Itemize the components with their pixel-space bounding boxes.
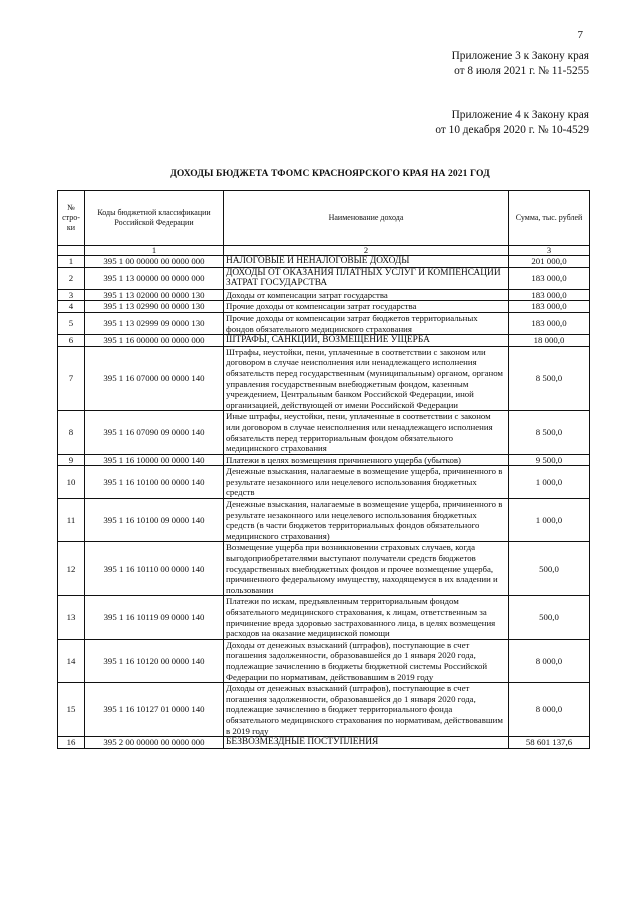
row-code: 395 1 13 02000 00 0000 130 bbox=[85, 289, 224, 301]
row-number: 2 bbox=[58, 267, 85, 289]
row-sum: 18 000,0 bbox=[509, 335, 590, 347]
row-code: 395 1 16 10100 00 0000 140 bbox=[85, 466, 224, 499]
row-code: 395 1 00 00000 00 0000 000 bbox=[85, 256, 224, 268]
row-number: 3 bbox=[58, 289, 85, 301]
row-name: Доходы от денежных взысканий (штрафов), поступающие в счет погашения задолженности, образовавшейся до 1 января 2020 года, подлежащие зачислению в бюджет территориального фонда обязательного медицинского страхования по нормативам, действовавшим в 2019 году bbox=[224, 683, 509, 737]
column-number-row bbox=[58, 246, 590, 256]
row-name: Денежные взыскания, налагаемые в возмещение ущерба, причиненного в результате незаконного или нецелевого использования бюджетных средств bbox=[224, 466, 509, 499]
row-number: 11 bbox=[58, 499, 85, 542]
row-number: 5 bbox=[58, 312, 85, 334]
row-name: Доходы от компенсации затрат государства bbox=[224, 289, 509, 301]
row-sum: 58 601 137,6 bbox=[509, 737, 590, 749]
table-row bbox=[58, 346, 590, 411]
table-row bbox=[58, 499, 590, 542]
row-name: Платежи в целях возмещения причиненного ущерба (убытков) bbox=[224, 454, 509, 466]
row-number: 12 bbox=[58, 542, 85, 596]
row-name: Прочие доходы от компенсации затрат бюджетов территориальных фондов обязательного медицинского страхования bbox=[224, 312, 509, 334]
row-name: Штрафы, неустойки, пени, уплаченные в соответствии с законом или договором в случае неисполнения или ненадлежащего исполнения обязательств перед государственным (муниципальным) органом, органом управления государственным внебюджетным фондом, казенным учреждением, Центральным банком Российской Федерации, иной организацией, действующей от имени Российской Федерации bbox=[224, 346, 509, 411]
row-number: 6 bbox=[58, 335, 85, 347]
row-code: 395 1 16 10000 00 0000 140 bbox=[85, 454, 224, 466]
row-sum: 1 000,0 bbox=[509, 499, 590, 542]
table-row bbox=[58, 454, 590, 466]
row-code: 395 1 16 07000 00 0000 140 bbox=[85, 346, 224, 411]
row-name: ШТРАФЫ, САНКЦИИ, ВОЗМЕЩЕНИЕ УЩЕРБА bbox=[224, 335, 509, 347]
page-number: 7 bbox=[577, 29, 583, 41]
table-row bbox=[58, 411, 590, 454]
table-row bbox=[58, 639, 590, 682]
row-code: 395 1 16 10120 00 0000 140 bbox=[85, 639, 224, 682]
row-sum: 8 000,0 bbox=[509, 639, 590, 682]
row-name: Возмещение ущерба при возникновении страховых случаев, когда выгодоприобретателями выступают получатели средств бюджетов государственных внебюджетных фондов и прочее возмещение ущерба, причиненного федеральному имуществу, находящемуся в их владении и пользовании bbox=[224, 542, 509, 596]
row-sum: 183 000,0 bbox=[509, 267, 590, 289]
row-name: Денежные взыскания, налагаемые в возмещение ущерба, причиненного в результате незаконного или нецелевого использования бюджетных средств (в части бюджетов территориальных фондов обязательного медицинского страхования) bbox=[224, 499, 509, 542]
row-code: 395 1 16 00000 00 0000 000 bbox=[85, 335, 224, 347]
row-code: 395 1 16 10119 09 0000 140 bbox=[85, 596, 224, 639]
row-number: 4 bbox=[58, 301, 85, 313]
header-row-number: № стро-ки bbox=[58, 191, 85, 246]
row-code: 395 1 16 10127 01 0000 140 bbox=[85, 683, 224, 737]
row-number: 1 bbox=[58, 256, 85, 268]
appendix-original-reference bbox=[435, 108, 589, 138]
appendix-original-line2: от 10 декабря 2020 г. № 10-4529 bbox=[435, 124, 589, 136]
document-title: ДОХОДЫ БЮДЖЕТА ТФОМС КРАСНОЯРСКОГО КРАЯ НА 2021 ГОД bbox=[170, 168, 490, 179]
row-code: 395 1 16 07090 09 0000 140 bbox=[85, 411, 224, 454]
table-row bbox=[58, 256, 590, 268]
row-code: 395 1 13 00000 00 0000 000 bbox=[85, 267, 224, 289]
row-number: 15 bbox=[58, 683, 85, 737]
row-code: 395 2 00 00000 00 0000 000 bbox=[85, 737, 224, 749]
row-name: Платежи по искам, предъявленным территориальным фондом обязательного медицинского страхования, к лицам, ответственным за причинение вреда здоровью застрахованного лица, в целях возмещения расходов на оказание медицинской помощи bbox=[224, 596, 509, 639]
row-code: 395 1 13 02999 09 0000 130 bbox=[85, 312, 224, 334]
row-number: 16 bbox=[58, 737, 85, 749]
row-number: 9 bbox=[58, 454, 85, 466]
row-name: Иные штрафы, неустойки, пени, уплаченные в соответствии с законом или договором в случае неисполнения или ненадлежащего исполнения обязательств перед территориальным фондом обязательного медицинского страхования bbox=[224, 411, 509, 454]
row-sum: 1 000,0 bbox=[509, 466, 590, 499]
table-row bbox=[58, 312, 590, 334]
row-sum: 500,0 bbox=[509, 542, 590, 596]
column-number-2: 2 bbox=[224, 246, 509, 256]
row-name: Прочие доходы от компенсации затрат государства bbox=[224, 301, 509, 313]
row-sum: 8 500,0 bbox=[509, 346, 590, 411]
table-row bbox=[58, 542, 590, 596]
row-number: 7 bbox=[58, 346, 85, 411]
row-number: 10 bbox=[58, 466, 85, 499]
table-row bbox=[58, 596, 590, 639]
table-row bbox=[58, 683, 590, 737]
row-name: БЕЗВОЗМЕЗДНЫЕ ПОСТУПЛЕНИЯ bbox=[224, 737, 509, 749]
row-name: НАЛОГОВЫЕ И НЕНАЛОГОВЫЕ ДОХОДЫ bbox=[224, 256, 509, 268]
row-number: 13 bbox=[58, 596, 85, 639]
appendix-original-line1: Приложение 4 к Закону края bbox=[451, 109, 589, 121]
table-row bbox=[58, 289, 590, 301]
table-row bbox=[58, 301, 590, 313]
header-income-name: Наименование дохода bbox=[224, 191, 509, 246]
row-sum: 500,0 bbox=[509, 596, 590, 639]
table-row bbox=[58, 466, 590, 499]
table-row bbox=[58, 267, 590, 289]
row-name: Доходы от денежных взысканий (штрафов), поступающие в счет погашения задолженности, образовавшейся до 1 января 2020 года, подлежащие зачислению в бюджеты бюджетной системы Российской Федерации по нормативам, действовавшим в 2019 году bbox=[224, 639, 509, 682]
row-sum: 183 000,0 bbox=[509, 301, 590, 313]
table-header-row bbox=[58, 191, 590, 246]
row-sum: 183 000,0 bbox=[509, 312, 590, 334]
row-code: 395 1 13 02990 00 0000 130 bbox=[85, 301, 224, 313]
row-sum: 183 000,0 bbox=[509, 289, 590, 301]
table-row bbox=[58, 335, 590, 347]
row-code: 395 1 16 10100 09 0000 140 bbox=[85, 499, 224, 542]
column-number-1: 1 bbox=[85, 246, 224, 256]
appendix-current-reference bbox=[452, 49, 589, 79]
row-sum: 9 500,0 bbox=[509, 454, 590, 466]
appendix-current-line1: Приложение 3 к Закону края bbox=[451, 50, 589, 62]
row-code: 395 1 16 10110 00 0000 140 bbox=[85, 542, 224, 596]
row-sum: 201 000,0 bbox=[509, 256, 590, 268]
header-amount: Сумма, тыс. рублей bbox=[509, 191, 590, 246]
table-row bbox=[58, 737, 590, 749]
column-number-empty bbox=[58, 246, 85, 256]
row-number: 8 bbox=[58, 411, 85, 454]
row-number: 14 bbox=[58, 639, 85, 682]
revenue-table bbox=[57, 190, 590, 749]
row-sum: 8 000,0 bbox=[509, 683, 590, 737]
row-sum: 8 500,0 bbox=[509, 411, 590, 454]
header-budget-code: Коды бюджетной классификации Российской Федерации bbox=[85, 191, 224, 246]
column-number-3: 3 bbox=[509, 246, 590, 256]
row-name: ДОХОДЫ ОТ ОКАЗАНИЯ ПЛАТНЫХ УСЛУГ И КОМПЕНСАЦИИ ЗАТРАТ ГОСУДАРСТВА bbox=[224, 267, 509, 289]
appendix-current-line2: от 8 июля 2021 г. № 11-5255 bbox=[454, 65, 589, 77]
